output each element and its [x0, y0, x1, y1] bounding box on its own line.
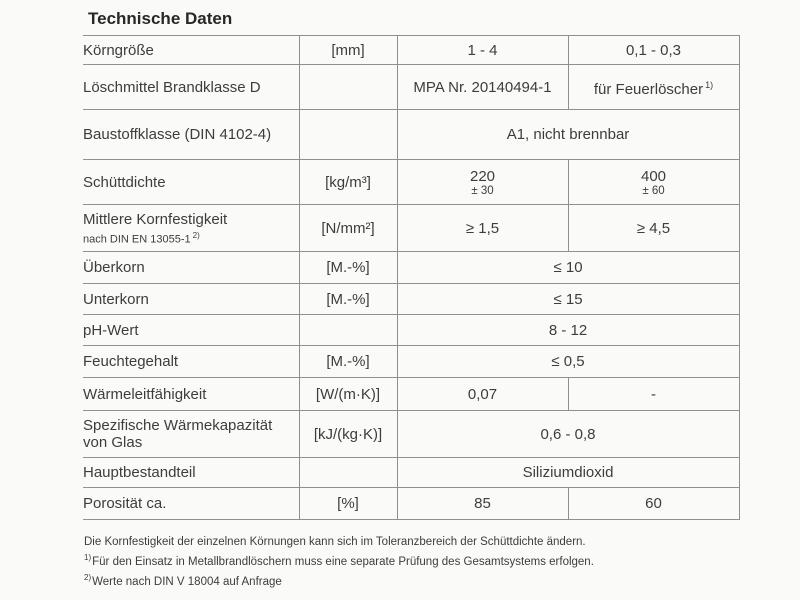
footnote-general: Die Kornfestigkeit der einzelnen Körnungen kann sich im Toleranzbereich der Schüttdichte ändern.	[84, 536, 586, 548]
footnote-1: $^{1)}$Für den Einsatz in Metallbrandlöschern muss eine separate Prüfung des Gesamtsystems erfolgen.	[84, 553, 594, 568]
row-label: Hauptbestandteil	[83, 458, 299, 488]
row-label: Körngröße	[83, 36, 299, 65]
unit-cell	[299, 458, 397, 488]
table-row	[83, 65, 739, 110]
value-cell: 1 - 4	[397, 36, 568, 65]
row-label: Baustoffklasse (DIN 4102-4)	[83, 110, 299, 160]
table-row	[83, 346, 739, 378]
value-cell: -	[568, 378, 739, 411]
unit-cell: [kg/m³]	[299, 160, 397, 205]
table-row	[83, 284, 739, 315]
table-row	[83, 252, 739, 284]
unit-cell	[299, 110, 397, 160]
merged-value-cell: ≤ 10	[397, 252, 739, 284]
footnote-1-marker: 1)	[84, 553, 92, 562]
value-cell: 0,1 - 0,3	[568, 36, 739, 65]
table-row	[83, 488, 739, 520]
value-cell: 60	[568, 488, 739, 520]
table-row	[83, 411, 739, 458]
footnote-ref-1: 1)	[705, 79, 714, 90]
technical-data-table	[83, 35, 740, 520]
value-cell: für Feuerlöscher $^{1)}$	[568, 65, 739, 110]
value-cell: 0,07	[397, 378, 568, 411]
unit-cell: [N/mm²]	[299, 205, 397, 252]
unit-cell: [M.-%]	[299, 346, 397, 378]
footnote-ref-2: 2)	[192, 230, 200, 240]
table-row	[83, 110, 739, 160]
row-label: pH-Wert	[83, 315, 299, 346]
unit-cell: [kJ/(kg·K)]	[299, 411, 397, 458]
row-label: Schüttdichte	[83, 160, 299, 205]
value-cell: 220 ± 30	[397, 160, 568, 205]
row-label: Spezifische Wärmekapazität von Glas	[83, 411, 299, 458]
row-label: Feuchtegehalt	[83, 346, 299, 378]
value-cell: 85	[397, 488, 568, 520]
row-label: Porosität ca.	[83, 488, 299, 520]
row-label: Unterkorn	[83, 284, 299, 315]
table-row	[83, 458, 739, 488]
value-cell: ≥ 1,5	[397, 205, 568, 252]
table-row	[83, 378, 739, 411]
merged-value-cell: 0,6 - 0,8	[397, 411, 739, 458]
table-row	[83, 36, 739, 65]
merged-value-cell: ≤ 15	[397, 284, 739, 315]
row-sublabel: nach DIN EN 13055-1 $^{2)}$	[83, 230, 200, 246]
unit-cell: [%]	[299, 488, 397, 520]
merged-value-cell: Siliziumdioxid	[397, 458, 739, 488]
footnote-2: $^{2)}$Werte nach DIN V 18004 auf Anfrage	[84, 572, 282, 588]
unit-cell	[299, 315, 397, 346]
tolerance-value: ± 30	[471, 184, 494, 197]
page-title: Technische Daten	[88, 9, 233, 28]
row-label: Wärmeleitfähigkeit	[83, 378, 299, 411]
unit-cell: [mm]	[299, 36, 397, 65]
merged-value-cell: ≤ 0,5	[397, 346, 739, 378]
unit-cell	[299, 65, 397, 110]
value-cell: 400 ± 60	[568, 160, 739, 205]
table-row	[83, 205, 739, 252]
footnotes	[84, 534, 800, 590]
row-label: Löschmittel Brandklasse D	[83, 65, 299, 110]
value-cell: ≥ 4,5	[568, 205, 739, 252]
row-label: Überkorn	[83, 252, 299, 284]
footnote-2-marker: 2)	[84, 572, 92, 582]
tolerance-value: ± 60	[642, 184, 665, 197]
unit-cell: [W/(m·K)]	[299, 378, 397, 411]
table-row	[83, 315, 739, 346]
table-row	[83, 160, 739, 205]
unit-cell: [M.-%]	[299, 284, 397, 315]
row-label: Mittlere Kornfestigkeit nach DIN EN 13055-1 $^{2)}$	[83, 205, 299, 252]
merged-value-cell: A1, nicht brennbar	[397, 110, 739, 160]
unit-cell: [M.-%]	[299, 252, 397, 284]
merged-value-cell: 8 - 12	[397, 315, 739, 346]
value-cell: MPA Nr. 20140494-1	[397, 65, 568, 110]
